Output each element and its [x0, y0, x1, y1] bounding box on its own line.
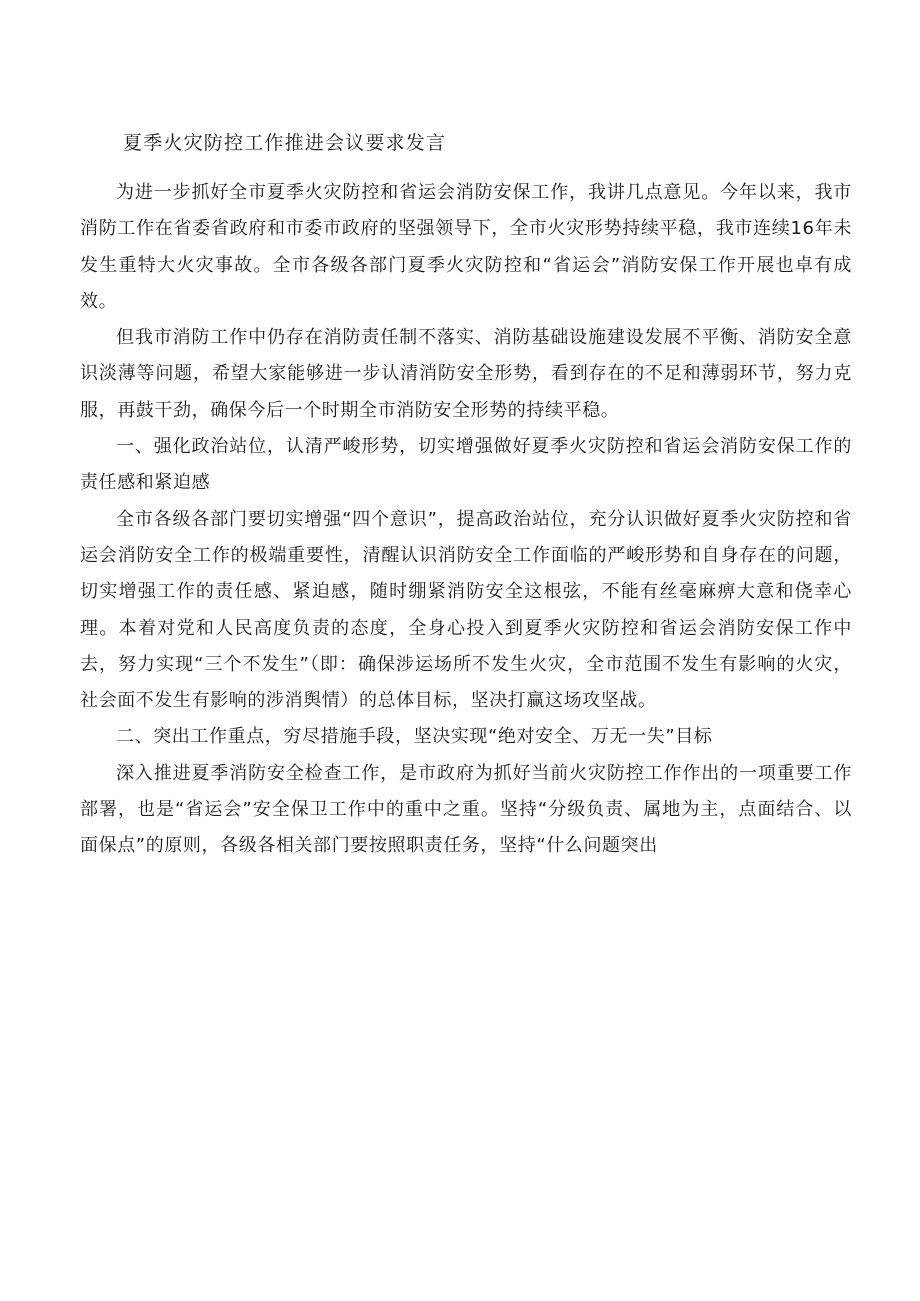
paragraph-section-2: 深入推进夏季消防安全检查工作，是市政府为抓好当前火灾防控工作作出的一项重要工作部署，也是“省运会”安全保卫工作中的重中之重。坚持“分级负责、属地为主，点面结合、以面保点”的原则，各级各相关部门要按照职责任务，坚持“什么问题突出 [80, 762, 852, 857]
document-title: 夏季火灾防控工作推进会议要求发言 [123, 132, 447, 154]
paragraph-problems: 但我市消防工作中仍存在消防责任制不落实、消防基础设施建设发展不平衡、消防安全意识淡薄等问题，希望大家能够进一步认清消防安全形势，看到存在的不足和薄弱环节，努力克服，再鼓干劲，确保今后一个时期全市消防安全形势的持续平稳。 [80, 327, 852, 421]
section-heading-2: 二、突出工作重点，穷尽措施手段，坚决实现“绝对安全、万无一失”目标 [116, 726, 713, 748]
section-heading-1: 一、强化政治站位，认清严峻形势，切实增强做好夏季火灾防控和省运会消防安保工作的责任感和紧迫感 [80, 436, 852, 494]
document-body [80, 165, 852, 865]
paragraph-intro: 为进一步抓好全市夏季火灾防控和省运会消防安保工作，我讲几点意见。今年以来，我市消防工作在省委省政府和市委市政府的坚强领导下，全市火灾形势持续平稳，我市连续16年未发生重特大火灾事故。全市各级各部门夏季火灾防控和“省运会”消防安保工作开展也卓有成效。 [80, 182, 852, 312]
paragraph-section-1: 全市各级各部门要切实增强“四个意识”，提高政治站位，充分认识做好夏季火灾防控和省运会消防安全工作的极端重要性，清醒认识消防安全工作面临的严峻形势和自身存在的问题，切实增强工作的责任感、紧迫感，随时绷紧消防安全这根弦，不能有丝毫麻痹大意和侥幸心理。本着对党和人民高度负责的态度，全身心投入到夏季火灾防控和省运会消防安保工作中去，努力实现“三个不发生”（即：确保涉运场所不发生火灾，全市范围不发生有影响的火灾，社会面不发生有影响的涉消舆情）的总体目标，坚决打赢这场攻坚战。 [80, 508, 852, 712]
